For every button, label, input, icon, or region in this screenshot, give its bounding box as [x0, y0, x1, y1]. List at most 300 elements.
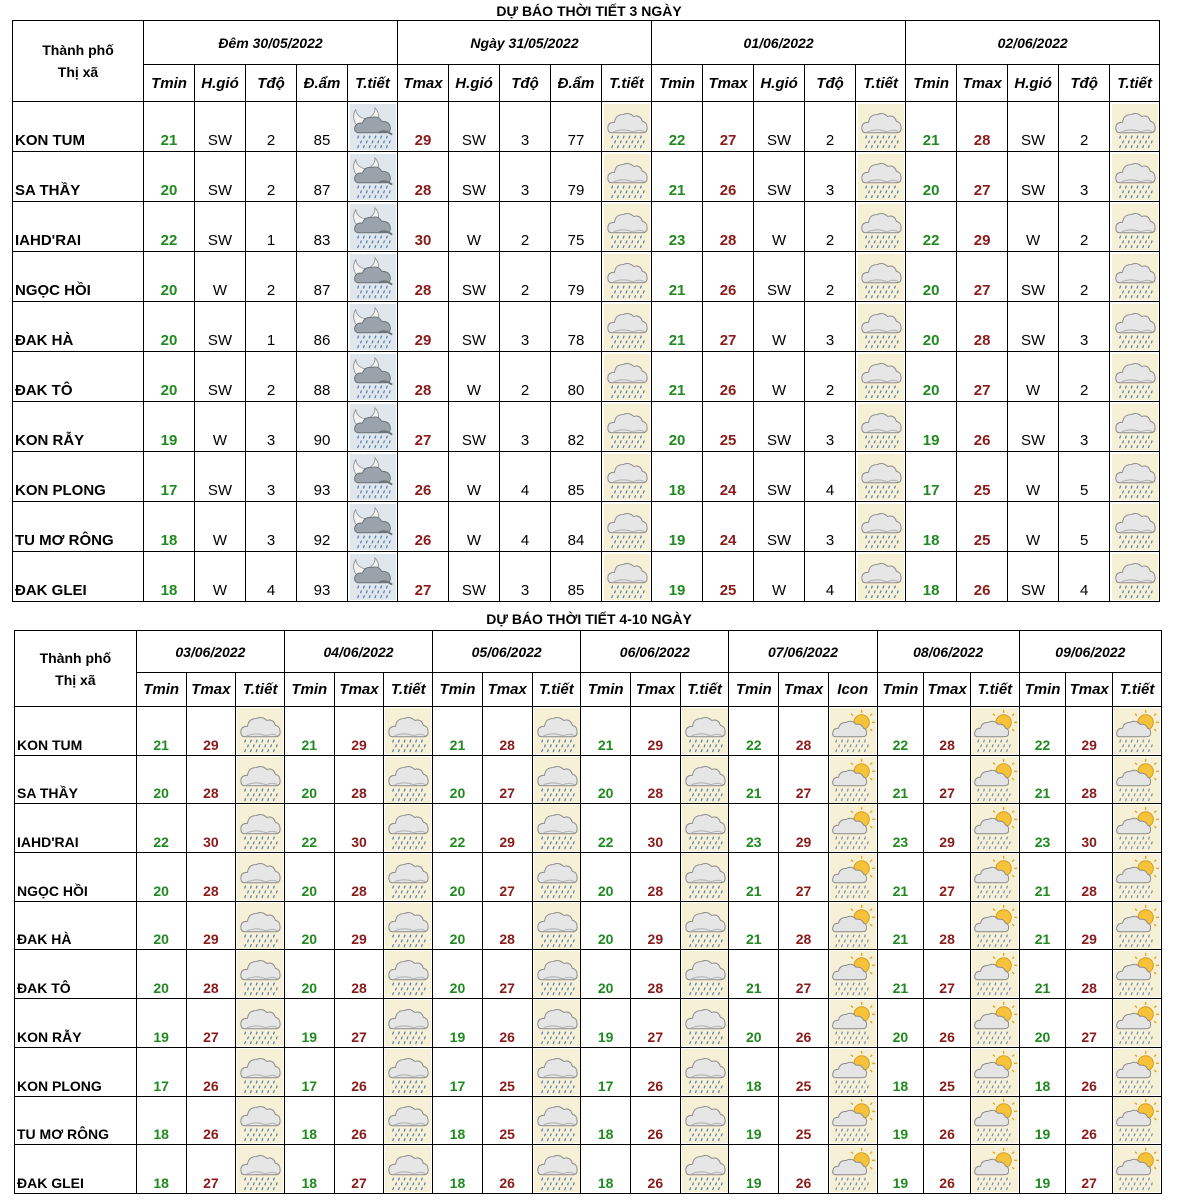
column-header: Đ.ẩm	[297, 65, 348, 102]
rain-cloud-icon	[602, 252, 652, 302]
night-rain-icon	[349, 404, 397, 450]
tmax-value: 27	[398, 552, 449, 602]
rain-cloud-icon	[680, 755, 729, 804]
rain-cloud-icon	[1111, 254, 1159, 300]
tmax-value: 28	[703, 202, 754, 252]
tmin-value: 17	[581, 1047, 631, 1096]
corner-line1: Thành phố	[39, 649, 112, 666]
forecast-value: SW	[449, 402, 500, 452]
rain-cloud-icon	[384, 1145, 433, 1194]
forecast-value: SW	[1008, 302, 1059, 352]
tmax-value: 28	[398, 152, 449, 202]
table-row	[15, 950, 1162, 999]
tmax-value: 27	[334, 999, 384, 1048]
forecast-value: W	[195, 502, 246, 552]
sun-cloud-rain-icon	[1113, 853, 1162, 902]
rain-cloud-icon	[1111, 104, 1159, 150]
sun-cloud-rain-icon	[829, 1000, 877, 1046]
rain-cloud-icon	[680, 707, 729, 756]
tmax-value: 27	[924, 853, 971, 902]
city-name: NGỌC HỒI	[15, 853, 137, 902]
tmax-value: 27	[957, 152, 1008, 202]
column-header: Tmin	[144, 65, 195, 102]
date-header: 01/06/2022	[652, 21, 906, 65]
tmin-value: 20	[136, 950, 186, 999]
city-name: SA THẦY	[15, 755, 137, 804]
forecast-value: 2	[246, 352, 297, 402]
tmin-value: 23	[1019, 804, 1066, 853]
sun-cloud-rain-icon	[829, 805, 877, 851]
tmax-value: 26	[703, 352, 754, 402]
forecast-value: W	[1008, 202, 1059, 252]
forecast-value: W	[1008, 452, 1059, 502]
forecast-value: 78	[551, 302, 602, 352]
tmax-value: 28	[1066, 950, 1113, 999]
rain-cloud-icon	[533, 951, 581, 997]
rain-cloud-icon	[857, 154, 905, 200]
column-header: Tđộ	[1059, 65, 1110, 102]
tmax-value: 28	[779, 707, 829, 756]
forecast-value: 3	[805, 502, 856, 552]
tmax-value: 28	[957, 302, 1008, 352]
sun-cloud-rain-icon	[971, 903, 1019, 949]
tmin-value: 21	[1019, 853, 1066, 902]
rain-cloud-icon	[680, 901, 729, 950]
tmax-value: 27	[1066, 1145, 1113, 1194]
night-rain-icon	[348, 502, 398, 552]
forecast-value: SW	[449, 302, 500, 352]
rain-cloud-icon	[532, 804, 581, 853]
rain-cloud-icon	[603, 104, 651, 150]
tmax-value: 26	[779, 999, 829, 1048]
rain-cloud-icon	[384, 757, 432, 803]
rain-cloud-icon	[680, 804, 729, 853]
rain-cloud-icon	[1110, 252, 1160, 302]
table-row	[13, 552, 1160, 602]
forecast-value: 80	[551, 352, 602, 402]
tmax-value: 29	[924, 804, 971, 853]
rain-cloud-icon	[1110, 552, 1160, 602]
tmin-value: 18	[652, 452, 703, 502]
forecast-value: 3	[805, 302, 856, 352]
sun-cloud-rain-icon	[970, 999, 1019, 1048]
sun-cloud-rain-icon	[971, 951, 1019, 997]
tmin-value: 20	[906, 352, 957, 402]
forecast-value: SW	[1008, 102, 1059, 152]
tmin-value: 23	[652, 202, 703, 252]
tmin-value: 20	[652, 402, 703, 452]
rain-cloud-icon	[681, 1049, 729, 1095]
sun-cloud-rain-icon	[970, 755, 1019, 804]
rain-cloud-icon	[1110, 152, 1160, 202]
rain-cloud-icon	[680, 950, 729, 999]
table-row	[13, 252, 1160, 302]
tmin-value: 21	[581, 707, 631, 756]
tmax-value: 26	[703, 252, 754, 302]
tmax-value: 28	[186, 950, 236, 999]
corner-header	[15, 631, 137, 707]
forecast-value: 5	[1059, 502, 1110, 552]
rain-cloud-icon	[1110, 452, 1160, 502]
table-row	[13, 302, 1160, 352]
tmax-value: 27	[398, 402, 449, 452]
column-header: Tmin	[433, 673, 483, 707]
tmax-value: 28	[1066, 755, 1113, 804]
forecast-value: W	[449, 352, 500, 402]
tmax-value: 26	[957, 402, 1008, 452]
rain-cloud-icon	[856, 402, 906, 452]
rain-cloud-icon	[1111, 404, 1159, 450]
forecast-value: 3	[500, 402, 551, 452]
forecast-value: 2	[805, 202, 856, 252]
city-name: KON TUM	[15, 707, 137, 756]
tmin-value: 19	[433, 999, 483, 1048]
tmax-value: 26	[482, 999, 532, 1048]
tmax-value: 27	[703, 302, 754, 352]
forecast-value: SW	[195, 202, 246, 252]
forecast-3day-table	[12, 20, 1160, 602]
sun-cloud-rain-icon	[828, 755, 877, 804]
tmax-value: 28	[630, 755, 680, 804]
sun-cloud-rain-icon	[1113, 1097, 1161, 1143]
corner-line1: Thành phố	[42, 42, 114, 58]
city-name: TU MƠ RÔNG	[15, 1096, 137, 1145]
tmin-value: 19	[1019, 1096, 1066, 1145]
sun-cloud-rain-icon	[1113, 999, 1162, 1048]
tmin-value: 21	[652, 152, 703, 202]
rain-cloud-icon	[603, 404, 651, 450]
forecast-value: 92	[297, 502, 348, 552]
tmax-value: 29	[1066, 707, 1113, 756]
tmin-value: 21	[1019, 950, 1066, 999]
rain-cloud-icon	[533, 708, 581, 754]
rain-cloud-icon	[533, 1049, 581, 1095]
tmin-value: 21	[729, 901, 779, 950]
forecast-value: SW	[449, 252, 500, 302]
forecast-value: 87	[297, 252, 348, 302]
rain-cloud-icon	[236, 999, 285, 1048]
night-rain-icon	[349, 104, 397, 150]
tmin-value: 22	[729, 707, 779, 756]
sun-cloud-rain-icon	[1113, 707, 1162, 756]
forecast-value: 85	[551, 552, 602, 602]
tmax-value: 28	[779, 901, 829, 950]
forecast-value: SW	[195, 452, 246, 502]
tmin-value: 23	[877, 804, 924, 853]
date-header: 06/06/2022	[581, 631, 729, 673]
tmin-value: 20	[284, 950, 334, 999]
tmax-value: 27	[779, 755, 829, 804]
forecast-value: 87	[297, 152, 348, 202]
sun-cloud-rain-icon	[828, 804, 877, 853]
night-rain-icon	[349, 254, 397, 300]
tmax-value: 30	[334, 804, 384, 853]
tmin-value: 18	[144, 502, 195, 552]
tmin-value: 20	[906, 252, 957, 302]
tmin-value: 20	[581, 755, 631, 804]
tmax-value: 28	[924, 707, 971, 756]
rain-cloud-icon	[1110, 502, 1160, 552]
night-rain-icon	[348, 252, 398, 302]
rain-cloud-icon	[532, 1145, 581, 1194]
tmax-value: 29	[398, 102, 449, 152]
tmax-value: 30	[186, 804, 236, 853]
rain-cloud-icon	[236, 757, 284, 803]
rain-cloud-icon	[533, 1146, 581, 1192]
forecast-value: W	[449, 502, 500, 552]
tmin-value: 18	[906, 502, 957, 552]
tmin-value: 23	[729, 804, 779, 853]
column-header: Tmax	[482, 673, 532, 707]
forecast-value: 3	[500, 152, 551, 202]
city-name: ĐAK HÀ	[13, 302, 144, 352]
city-name: KON TUM	[13, 102, 144, 152]
night-rain-icon	[349, 204, 397, 250]
tmin-value: 21	[877, 901, 924, 950]
tmax-value: 28	[334, 853, 384, 902]
rain-cloud-icon	[532, 999, 581, 1048]
sun-cloud-rain-icon	[829, 1146, 877, 1192]
table-row	[13, 102, 1160, 152]
city-name: NGỌC HỒI	[13, 252, 144, 302]
corner-header	[13, 21, 144, 102]
rain-cloud-icon	[1110, 302, 1160, 352]
forecast-value: 2	[1059, 352, 1110, 402]
tmax-value: 28	[482, 707, 532, 756]
forecast-value: 85	[297, 102, 348, 152]
rain-cloud-icon	[857, 404, 905, 450]
rain-cloud-icon	[681, 805, 729, 851]
tmin-value: 17	[284, 1047, 334, 1096]
sun-cloud-rain-icon	[970, 950, 1019, 999]
rain-cloud-icon	[857, 554, 905, 600]
tmin-value: 20	[136, 901, 186, 950]
sun-cloud-rain-icon	[1113, 757, 1161, 803]
city-name: ĐAK TÔ	[15, 950, 137, 999]
tmax-value: 27	[482, 755, 532, 804]
tmin-value: 21	[729, 950, 779, 999]
tmin-value: 21	[877, 853, 924, 902]
table-row	[15, 1047, 1162, 1096]
night-rain-icon	[348, 202, 398, 252]
rain-cloud-icon	[680, 1145, 729, 1194]
rain-cloud-icon	[384, 1146, 432, 1192]
tmin-value: 20	[144, 302, 195, 352]
tmax-value: 25	[482, 1047, 532, 1096]
forecast-value: 2	[805, 102, 856, 152]
column-header: H.gió	[195, 65, 246, 102]
table-row	[13, 452, 1160, 502]
tmax-value: 26	[334, 1096, 384, 1145]
tmax-value: 27	[779, 853, 829, 902]
rain-cloud-icon	[384, 854, 432, 900]
rain-cloud-icon	[236, 1047, 285, 1096]
forecast-value: SW	[754, 452, 805, 502]
column-header: Tmax	[779, 673, 829, 707]
tmin-value: 21	[652, 302, 703, 352]
tmax-value: 27	[703, 102, 754, 152]
forecast-value: 79	[551, 152, 602, 202]
tmax-value: 27	[482, 950, 532, 999]
rain-cloud-icon	[384, 1049, 432, 1095]
forecast-value: SW	[195, 302, 246, 352]
tmax-value: 29	[334, 901, 384, 950]
tmax-value: 28	[630, 853, 680, 902]
column-header: Tmin	[284, 673, 334, 707]
tmax-value: 26	[1066, 1047, 1113, 1096]
table-row	[13, 152, 1160, 202]
tmax-value: 29	[1066, 901, 1113, 950]
tmax-value: 29	[630, 901, 680, 950]
forecast-value: W	[1008, 352, 1059, 402]
forecast-value: 3	[805, 402, 856, 452]
rain-cloud-icon	[856, 152, 906, 202]
sun-cloud-rain-icon	[828, 901, 877, 950]
forecast-value: SW	[195, 102, 246, 152]
rain-cloud-icon	[236, 901, 285, 950]
rain-cloud-icon	[603, 554, 651, 600]
tmax-value: 25	[957, 502, 1008, 552]
tmax-value: 26	[703, 152, 754, 202]
city-name: KON PLONG	[15, 1047, 137, 1096]
rain-cloud-icon	[384, 804, 433, 853]
forecast-value: SW	[754, 502, 805, 552]
forecast-value: 77	[551, 102, 602, 152]
tmax-value: 29	[186, 901, 236, 950]
tmin-value: 18	[433, 1096, 483, 1145]
rain-cloud-icon	[857, 104, 905, 150]
tmin-value: 20	[433, 901, 483, 950]
tmax-value: 30	[398, 202, 449, 252]
tmin-value: 20	[144, 252, 195, 302]
column-header: Tmax	[630, 673, 680, 707]
night-rain-icon	[348, 552, 398, 602]
forecast-value: SW	[195, 352, 246, 402]
tmax-value: 26	[957, 552, 1008, 602]
sun-cloud-rain-icon	[970, 853, 1019, 902]
tmin-value: 18	[906, 552, 957, 602]
sun-cloud-rain-icon	[829, 1049, 877, 1095]
rain-cloud-icon	[856, 552, 906, 602]
rain-cloud-icon	[603, 454, 651, 500]
forecast-value: 3	[500, 552, 551, 602]
rain-cloud-icon	[236, 950, 285, 999]
tmax-value: 26	[186, 1096, 236, 1145]
tmax-value: 26	[1066, 1096, 1113, 1145]
table-row	[13, 402, 1160, 452]
forecast-value: W	[449, 452, 500, 502]
rain-cloud-icon	[236, 1145, 285, 1194]
column-header: Đ.ẩm	[551, 65, 602, 102]
city-name: SA THẦY	[13, 152, 144, 202]
tmax-value: 26	[924, 1145, 971, 1194]
rain-cloud-icon	[384, 1047, 433, 1096]
rain-cloud-icon	[236, 951, 284, 997]
date-header: 04/06/2022	[284, 631, 432, 673]
forecast-value: 85	[551, 452, 602, 502]
forecast-value: 93	[297, 452, 348, 502]
forecast-value: 2	[246, 152, 297, 202]
night-rain-icon	[349, 454, 397, 500]
column-header: Tmax	[186, 673, 236, 707]
tmax-value: 29	[334, 707, 384, 756]
forecast-value: SW	[1008, 252, 1059, 302]
column-header: T.tiết	[1113, 673, 1162, 707]
night-rain-icon	[349, 154, 397, 200]
rain-cloud-icon	[532, 707, 581, 756]
forecast-value: SW	[754, 102, 805, 152]
tmin-value: 18	[136, 1145, 186, 1194]
table-row	[15, 853, 1162, 902]
rain-cloud-icon	[533, 903, 581, 949]
forecast-value: SW	[754, 152, 805, 202]
forecast-value: 2	[805, 352, 856, 402]
sun-cloud-rain-icon	[971, 708, 1019, 754]
forecast-10day-table	[14, 630, 1162, 1194]
rain-cloud-icon	[856, 302, 906, 352]
rain-cloud-icon	[856, 102, 906, 152]
forecast-value: 82	[551, 402, 602, 452]
forecast-value: W	[754, 352, 805, 402]
column-header: Tđộ	[805, 65, 856, 102]
forecast-value: SW	[195, 152, 246, 202]
sun-cloud-rain-icon	[970, 1047, 1019, 1096]
forecast-value: 3	[500, 302, 551, 352]
title-3day: DỰ BÁO THỜI TIẾT 3 NGÀY	[496, 3, 682, 19]
rain-cloud-icon	[384, 1096, 433, 1145]
tmin-value: 20	[284, 853, 334, 902]
tmin-value: 19	[729, 1145, 779, 1194]
forecast-value: SW	[1008, 402, 1059, 452]
forecast-value: 79	[551, 252, 602, 302]
forecast-value: 3	[246, 502, 297, 552]
tmin-value: 19	[284, 999, 334, 1048]
tmin-value: 22	[1019, 707, 1066, 756]
sun-cloud-rain-icon	[970, 1145, 1019, 1194]
rain-cloud-icon	[236, 805, 284, 851]
forecast-value: SW	[1008, 152, 1059, 202]
tmax-value: 26	[398, 452, 449, 502]
tmin-value: 21	[877, 950, 924, 999]
city-name: KON PLONG	[13, 452, 144, 502]
column-header: Tmax	[703, 65, 754, 102]
column-header: Tmin	[729, 673, 779, 707]
sun-cloud-rain-icon	[1113, 903, 1161, 949]
rain-cloud-icon	[680, 1047, 729, 1096]
tmin-value: 17	[136, 1047, 186, 1096]
tmin-value: 20	[1019, 999, 1066, 1048]
rain-cloud-icon	[236, 853, 285, 902]
forecast-value: 3	[1059, 152, 1110, 202]
sun-cloud-rain-icon	[971, 1146, 1019, 1192]
rain-cloud-icon	[857, 204, 905, 250]
tmax-value: 30	[1066, 804, 1113, 853]
forecast-value: 93	[297, 552, 348, 602]
rain-cloud-icon	[602, 202, 652, 252]
sun-cloud-rain-icon	[1113, 854, 1161, 900]
night-rain-icon	[349, 554, 397, 600]
tmax-value: 25	[779, 1096, 829, 1145]
rain-cloud-icon	[532, 755, 581, 804]
tmin-value: 21	[136, 707, 186, 756]
rain-cloud-icon	[681, 903, 729, 949]
rain-cloud-icon	[681, 1000, 729, 1046]
tmax-value: 28	[482, 901, 532, 950]
forecast-value: 2	[1059, 252, 1110, 302]
tmin-value: 18	[284, 1096, 334, 1145]
tmax-value: 26	[924, 999, 971, 1048]
rain-cloud-icon	[384, 950, 433, 999]
